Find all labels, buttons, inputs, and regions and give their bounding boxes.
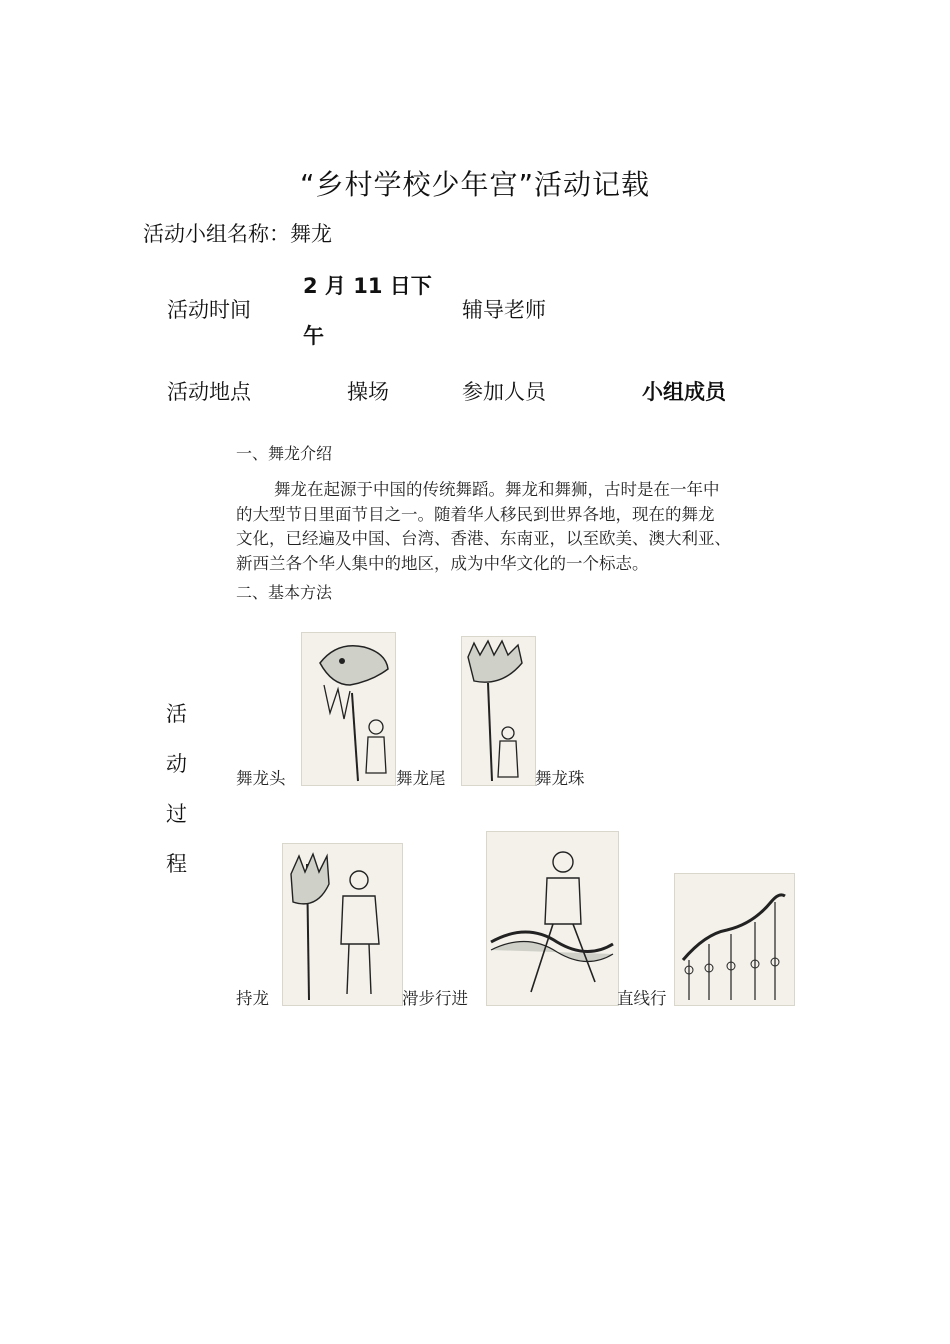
section-2-heading: 二、基本方法 bbox=[236, 583, 333, 602]
time-label: 活动时间 bbox=[167, 298, 251, 322]
group-name-row bbox=[143, 218, 332, 248]
caption-straight-line: 直线行 bbox=[617, 989, 667, 1008]
sliding-step-sketch-icon bbox=[487, 832, 618, 1005]
caption-dragon-pearl: 舞龙珠 bbox=[535, 769, 585, 788]
process-char: 程 bbox=[166, 852, 187, 876]
dragon-head-illustration bbox=[301, 632, 396, 786]
dragon-head-sketch-icon bbox=[302, 633, 395, 785]
holding-dragon-sketch-icon bbox=[283, 844, 402, 1005]
dragon-tail-sketch-icon bbox=[462, 637, 535, 785]
group-name-label: 活动小组名称： bbox=[143, 222, 290, 246]
page-title: “乡村学校少年宫”活动记载 bbox=[299, 168, 650, 201]
intro-line: 的大型节日里面节目之一。随着华人移民到世界各地，现在的舞龙 bbox=[236, 504, 715, 524]
caption-sliding-step: 滑步行进 bbox=[402, 989, 468, 1008]
intro-line: 文化，已经遍及中国、台湾、香港、东南亚，以至欧美、澳大利亚、 bbox=[236, 529, 731, 548]
teacher-label: 辅导老师 bbox=[462, 298, 546, 322]
intro-line: 新西兰各个华人集中的地区，成为中华文化的一个标志。 bbox=[236, 553, 649, 573]
time-value-line1: 2 月 11 日下 bbox=[303, 274, 432, 298]
caption-dragon-head: 舞龙头 bbox=[236, 769, 286, 788]
place-label: 活动地点 bbox=[167, 380, 251, 404]
place-value: 操场 bbox=[347, 380, 389, 404]
sliding-step-illustration bbox=[486, 831, 619, 1006]
intro-line: 舞龙在起源于中国的传统舞蹈。舞龙和舞狮，古时是在一年中 bbox=[274, 480, 720, 499]
process-char: 过 bbox=[166, 802, 187, 826]
people-value: 小组成员 bbox=[642, 380, 726, 404]
time-value-line2: 午 bbox=[303, 324, 324, 348]
section-1-heading: 一、舞龙介绍 bbox=[236, 444, 333, 463]
dragon-tail-illustration bbox=[461, 636, 536, 786]
process-char: 活 bbox=[166, 702, 187, 726]
people-label: 参加人员 bbox=[462, 380, 546, 404]
caption-holding-dragon: 持龙 bbox=[236, 989, 269, 1008]
straight-line-sketch-icon bbox=[675, 874, 794, 1005]
group-name-value: 舞龙 bbox=[290, 222, 332, 246]
straight-line-illustration bbox=[674, 873, 795, 1006]
caption-dragon-tail: 舞龙尾 bbox=[396, 769, 446, 788]
holding-dragon-illustration bbox=[282, 843, 403, 1006]
process-char: 动 bbox=[166, 752, 187, 776]
intro-paragraph bbox=[236, 478, 802, 576]
